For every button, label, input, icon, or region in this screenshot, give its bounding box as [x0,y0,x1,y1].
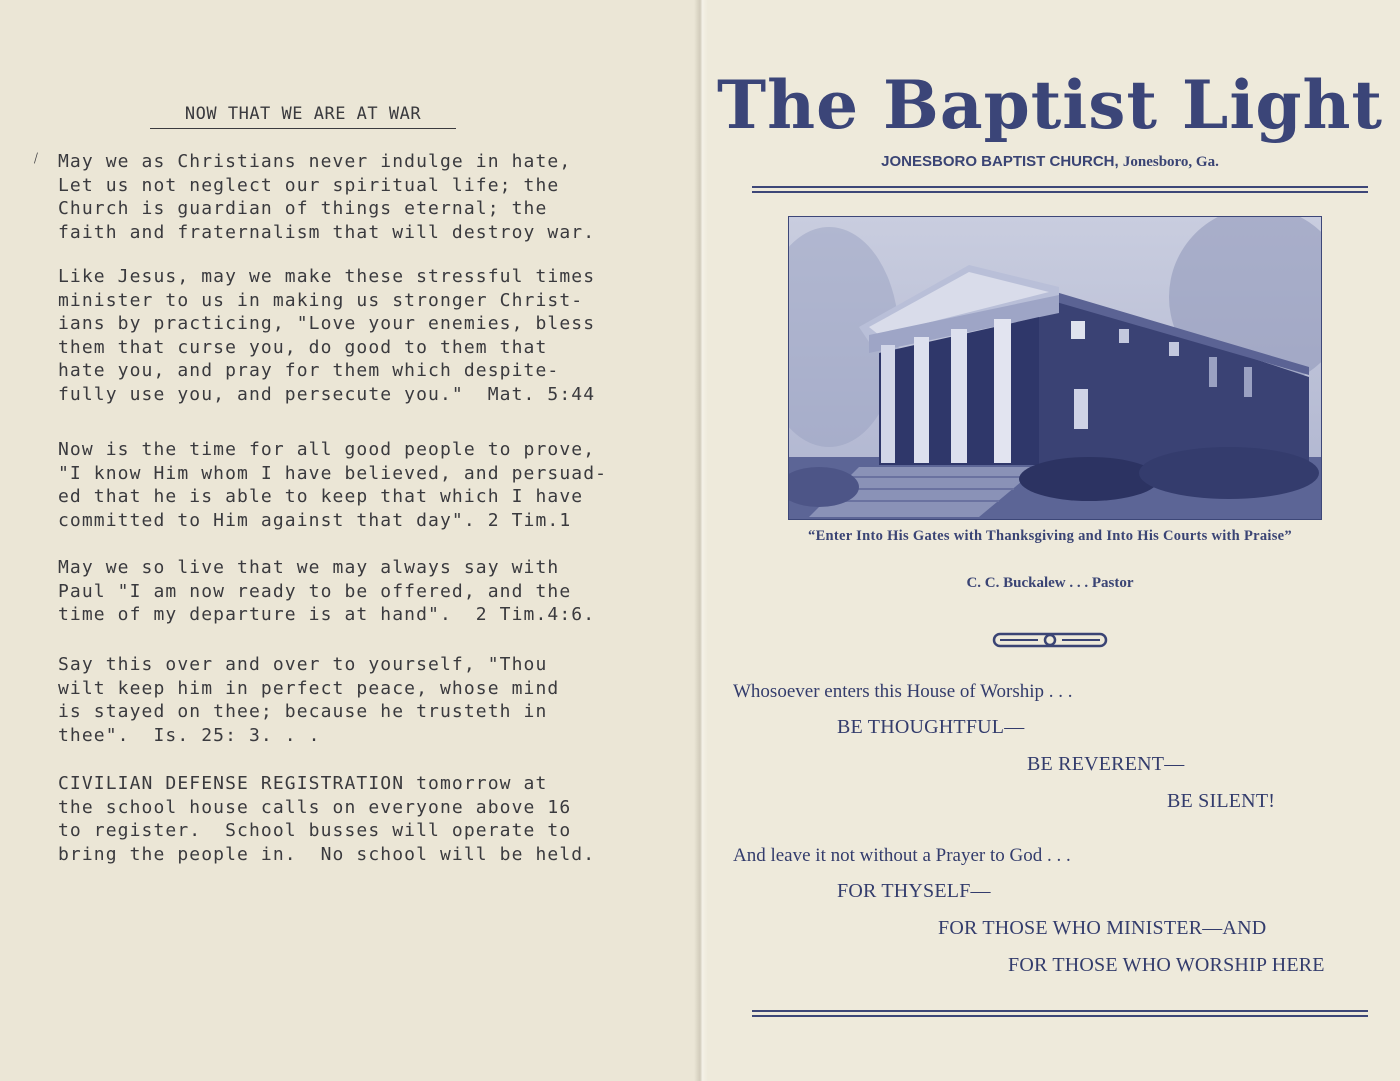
war-article-title: NOW THAT WE ARE AT WAR [150,104,456,129]
pastor-line: C. C. Buckalew . . . Pastor [966,575,1134,591]
be-silent: BE SILENT! [1167,790,1276,812]
photo-caption: “Enter Into His Gates with Thanksgiving and Into His Courts with Praise” [808,528,1292,544]
paragraph-5: Say this over and over to yourself, "Thou wilt keep him in perfect peace, whose mind is stayed on thee; because he trusteth in thee". Is. 25: 3. . . [58,654,560,746]
masthead-title: The Baptist Light [716,66,1384,144]
pen-mark: \ [28,150,43,167]
prayer-intro: And leave it not without a Prayer to God . . . [733,845,1071,866]
for-those-who-worship: FOR THOSE WHO WORSHIP HERE [1008,954,1325,976]
paragraph-4: May we so live that we may always say with Paul "I am now ready to be offered, and the time of my departure is at hand". 2 Tim.4:6. [58,557,596,625]
header-rule-top [752,186,1368,188]
be-reverent: BE REVERENT— [1027,753,1185,775]
church-name: JONESBORO BAPTIST CHURCH, [881,153,1119,170]
be-thoughtful: BE THOUGHTFUL— [837,716,1025,738]
paragraph-2: Like Jesus, may we make these stressful times minister to us in making us stronger Christ- ians by practicing, "Love your enemies, bless them that curse you, do good to them that hate you, and pray for them which despite- fully use you, and persecute you." Mat. 5:44 [58,266,596,405]
paragraph-1: May we as Christians never indulge in hate, Let us not neglect our spiritual life; the Church is guardian of things eternal; the faith and fraternalism that will destroy war. [58,151,596,243]
for-thyself: FOR THYSELF— [837,880,991,902]
header-rule-bottom [752,191,1368,193]
church-name-line [700,153,1400,171]
divider-ornament-icon [992,630,1108,650]
for-those-who-minister: FOR THOSE WHO MINISTER—AND [938,917,1267,939]
footer-rule-bottom [752,1015,1368,1017]
paragraph-3: Now is the time for all good people to prove, "I know Him whom I have believed, and persuad- ed that he is able to keep that which I have committed to Him against that day". 2 Tim.1 [58,439,608,531]
church-building-photo [788,216,1322,520]
church-photo-illustration [789,217,1321,519]
church-location: Jonesboro, Ga. [1122,154,1219,170]
paragraph-6: CIVILIAN DEFENSE REGISTRATION tomorrow at the school house calls on everyone above 16 to register. School busses will operate to bring the people in. No school will be held. [58,773,596,865]
verse-intro: Whosoever enters this House of Worship . . . [733,681,1073,702]
footer-rule-top [752,1010,1368,1012]
